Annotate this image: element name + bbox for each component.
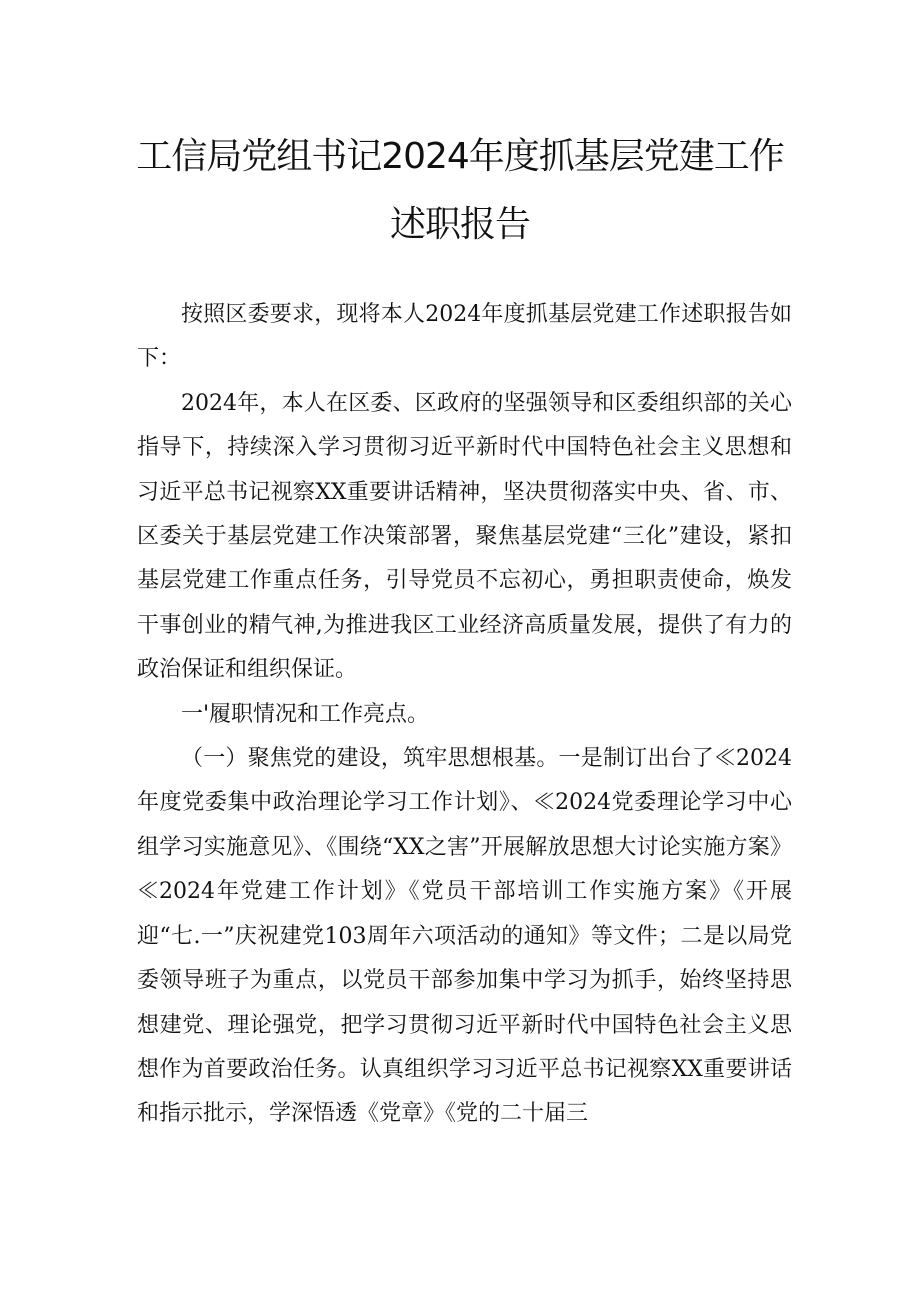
section-paragraph: （一）聚焦党的建设，筑牢思想根基。一是制订出台了≪2024年度党委集中政治理论学习工作计划》、≪2024党委理论学习中心组学习实施意见》、《围绕“XX之害”开展解放思想大讨论实施方案》≪2024年党建工作计划》《党员干部培训工作实施方案》《开展迎“七.一”庆祝建党103周年六项活动的通知》等文件；二是以局党委领导班子为重点，以党员干部参加集中学习为抓手，始终坚持思想建党、理论强党，把学习贯彻习近平新时代中国特色社会主义思想作为首要政治任务。认真组织学习习近平总书记视察XX重要讲话和指示批示，学深悟透《党章》《党的二十届三 [137, 746, 792, 1127]
section-heading: 一'履职情况和工作亮点。 [181, 701, 430, 727]
document-title-line-1: 工信局党组书记2024年度抓基层党建工作 [136, 136, 784, 177]
document-title-line-2: 述职报告 [389, 204, 530, 245]
overview-paragraph: 2024年，本人在区委、区政府的坚强领导和区委组织部的关心指导下，持续深入学习贯彻习近平新时代中国特色社会主义思想和习近平总书记视察XX重要讲话精神，坚决贯彻落实中央、省、市、区委关于基层党建工作决策部署，聚焦基层党建“三化”建设，紧扣基层党建工作重点任务，引导党员不忘初心，勇担职责使命，焕发干事创业的精气神,为推进我区工业经济高质量发展，提供了有力的政治保证和组织保证。 [137, 390, 792, 683]
intro-paragraph: 按照区委要求，现将本人2024年度抓基层党建工作述职报告如下： [137, 302, 792, 372]
document-body [137, 293, 792, 1137]
